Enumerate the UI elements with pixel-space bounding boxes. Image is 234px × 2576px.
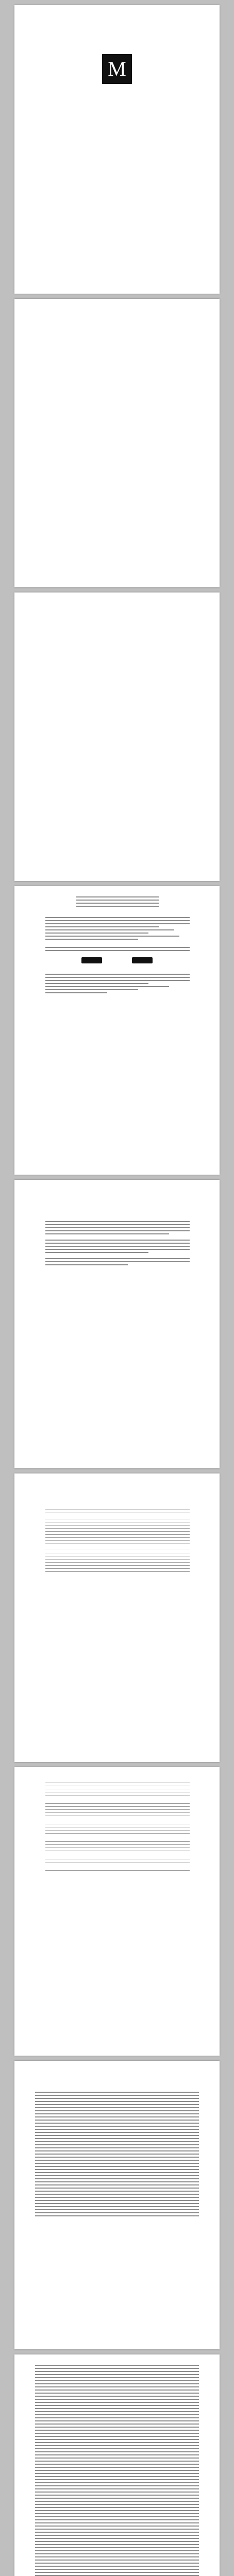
toc-entry[interactable] bbox=[45, 1830, 190, 1831]
text-line bbox=[35, 2191, 199, 2192]
text-line bbox=[35, 2427, 199, 2428]
toc-entry[interactable] bbox=[45, 1534, 190, 1535]
text-line bbox=[45, 1230, 190, 1231]
text-line bbox=[35, 2569, 199, 2570]
toc-entry[interactable] bbox=[45, 1809, 190, 1810]
text-line bbox=[35, 2200, 199, 2201]
text-line bbox=[35, 2510, 199, 2511]
credits-line bbox=[45, 974, 190, 975]
text-line bbox=[35, 2448, 199, 2449]
text-line bbox=[45, 1261, 190, 1262]
text-line bbox=[35, 2169, 199, 2170]
text-line bbox=[35, 2386, 199, 2387]
text-line bbox=[35, 2467, 199, 2468]
text-line bbox=[35, 2389, 199, 2391]
text-line bbox=[35, 2184, 199, 2185]
text-line bbox=[35, 2488, 199, 2489]
google-play-badge-icon[interactable] bbox=[81, 957, 102, 963]
text-line bbox=[35, 2485, 199, 2486]
credits-page bbox=[14, 886, 220, 1175]
text-line bbox=[45, 1240, 190, 1241]
text-line bbox=[35, 2157, 199, 2158]
credits-line bbox=[45, 936, 179, 937]
text-line bbox=[35, 2408, 199, 2409]
text-line bbox=[45, 1258, 190, 1259]
text-line bbox=[35, 2402, 199, 2403]
text-line bbox=[35, 2116, 199, 2117]
credits-line bbox=[76, 896, 159, 897]
text-line bbox=[35, 2178, 199, 2179]
text-line bbox=[35, 2451, 199, 2452]
credits-line bbox=[45, 926, 159, 927]
text-line bbox=[35, 2132, 199, 2133]
text-line bbox=[35, 2160, 199, 2161]
text-line bbox=[35, 2368, 199, 2369]
text-line bbox=[35, 2365, 199, 2366]
text-line bbox=[45, 1233, 169, 1234]
text-line bbox=[35, 2141, 199, 2142]
text-line bbox=[35, 2215, 199, 2216]
text-line bbox=[35, 2166, 199, 2167]
publisher-logo-icon: M bbox=[102, 54, 132, 84]
text-line bbox=[35, 2532, 199, 2533]
text-line bbox=[35, 2420, 199, 2421]
text-line bbox=[35, 2547, 199, 2548]
text-line bbox=[35, 2147, 199, 2148]
text-line bbox=[35, 2430, 199, 2431]
text-line bbox=[35, 2470, 199, 2471]
credits-line bbox=[45, 983, 148, 984]
credits-line bbox=[45, 923, 190, 924]
toc-entry[interactable] bbox=[45, 1833, 190, 1834]
text-line bbox=[35, 2473, 199, 2474]
credits-line bbox=[76, 906, 159, 907]
text-line bbox=[35, 2098, 199, 2099]
toc-entry[interactable] bbox=[45, 1540, 190, 1541]
toc-entry[interactable] bbox=[45, 1537, 190, 1538]
app-store-badge-icon[interactable] bbox=[132, 957, 153, 963]
toc-entry[interactable] bbox=[45, 1803, 190, 1804]
text-line bbox=[35, 2411, 199, 2412]
text-line bbox=[35, 2454, 199, 2455]
toc-entry[interactable] bbox=[45, 1841, 190, 1842]
text-line bbox=[45, 1249, 190, 1250]
text-line bbox=[35, 2144, 199, 2145]
toc-entry[interactable] bbox=[45, 1870, 190, 1871]
credits-line bbox=[45, 980, 190, 981]
text-line bbox=[35, 2436, 199, 2437]
text-line bbox=[35, 2414, 199, 2415]
text-line bbox=[35, 2393, 199, 2394]
text-line bbox=[35, 2150, 199, 2151]
text-line bbox=[35, 2522, 199, 2523]
text-line bbox=[35, 2492, 199, 2493]
text-line bbox=[35, 2126, 199, 2127]
text-line bbox=[45, 1264, 128, 1265]
credits-line bbox=[45, 950, 190, 951]
text-line bbox=[35, 2501, 199, 2502]
text-line bbox=[35, 2553, 199, 2554]
text-line bbox=[35, 2504, 199, 2505]
text-line bbox=[35, 2371, 199, 2372]
text-line bbox=[35, 2424, 199, 2425]
text-line bbox=[35, 2110, 199, 2111]
toc-page-1 bbox=[14, 1473, 220, 1762]
text-line bbox=[35, 2458, 199, 2459]
credits-line bbox=[45, 920, 190, 921]
credits-line bbox=[45, 929, 174, 930]
text-line bbox=[35, 2377, 199, 2378]
toc-entry[interactable] bbox=[45, 1531, 190, 1532]
credits-line bbox=[45, 977, 190, 978]
toc-page-2 bbox=[14, 1767, 220, 2056]
text-line bbox=[35, 2405, 199, 2406]
toc-entry[interactable] bbox=[45, 1571, 190, 1572]
text-line bbox=[35, 2113, 199, 2114]
text-line bbox=[35, 2535, 199, 2536]
text-line bbox=[35, 2203, 199, 2204]
text-line bbox=[45, 1243, 190, 1244]
text-line bbox=[35, 2123, 199, 2124]
text-line bbox=[35, 2445, 199, 2446]
text-line bbox=[35, 2194, 199, 2195]
text-line bbox=[35, 2513, 199, 2514]
text-line bbox=[35, 2439, 199, 2440]
text-line bbox=[45, 1252, 148, 1253]
toc-entry[interactable] bbox=[45, 1562, 190, 1563]
half-title-page bbox=[14, 299, 220, 587]
toc-entry[interactable] bbox=[45, 1559, 190, 1560]
text-line bbox=[35, 2572, 199, 2573]
text-line bbox=[35, 2516, 199, 2517]
text-line bbox=[35, 2495, 199, 2496]
preface-page-2 bbox=[14, 2354, 220, 2576]
text-line bbox=[35, 2519, 199, 2520]
acknowledgements-page bbox=[14, 1180, 220, 1468]
title-page bbox=[14, 592, 220, 881]
text-line bbox=[35, 2476, 199, 2477]
text-line bbox=[35, 2374, 199, 2375]
text-line bbox=[35, 2538, 199, 2539]
text-line bbox=[35, 2556, 199, 2557]
text-line bbox=[35, 2120, 199, 2121]
text-line bbox=[35, 2507, 199, 2508]
text-line bbox=[35, 2529, 199, 2530]
text-line bbox=[35, 2135, 199, 2136]
credits-line bbox=[45, 989, 138, 990]
text-line bbox=[35, 2197, 199, 2198]
text-line bbox=[35, 2188, 199, 2189]
toc-entry[interactable] bbox=[45, 1812, 190, 1813]
text-line bbox=[35, 2107, 199, 2108]
text-line bbox=[35, 2526, 199, 2527]
toc-entry[interactable] bbox=[45, 1565, 190, 1566]
text-line bbox=[35, 2399, 199, 2400]
text-line bbox=[35, 2209, 199, 2210]
text-line bbox=[35, 2380, 199, 2381]
toc-entry[interactable] bbox=[45, 1568, 190, 1569]
credits-line bbox=[45, 947, 190, 948]
cover-page bbox=[14, 5, 220, 294]
text-line bbox=[35, 2092, 199, 2093]
credits-line bbox=[45, 939, 138, 940]
text-line bbox=[35, 2550, 199, 2551]
text-line bbox=[35, 2563, 199, 2564]
toc-entry[interactable] bbox=[45, 1844, 190, 1845]
text-line bbox=[35, 2541, 199, 2542]
text-line bbox=[35, 2172, 199, 2173]
text-line bbox=[35, 2566, 199, 2567]
credits-line bbox=[45, 933, 148, 934]
credits-line bbox=[76, 903, 159, 904]
preface-page-1 bbox=[14, 2061, 220, 2349]
text-line bbox=[35, 2212, 199, 2213]
text-line bbox=[35, 2482, 199, 2483]
text-line bbox=[35, 2206, 199, 2207]
text-line bbox=[35, 2138, 199, 2139]
text-line bbox=[35, 2442, 199, 2443]
text-line bbox=[35, 2433, 199, 2434]
text-line bbox=[35, 2560, 199, 2561]
text-line bbox=[35, 2498, 199, 2499]
toc-entry[interactable] bbox=[45, 1525, 190, 1526]
toc-entry[interactable] bbox=[45, 1528, 190, 1529]
text-line bbox=[35, 2163, 199, 2164]
text-line bbox=[35, 2479, 199, 2480]
text-line bbox=[35, 2417, 199, 2418]
text-line bbox=[35, 2129, 199, 2130]
text-line bbox=[45, 1221, 190, 1222]
text-line bbox=[35, 2181, 199, 2182]
text-line bbox=[35, 2383, 199, 2384]
credits-line bbox=[45, 917, 190, 918]
text-line bbox=[35, 2101, 199, 2102]
text-line bbox=[45, 1224, 190, 1225]
text-line bbox=[35, 2095, 199, 2096]
text-line bbox=[35, 2396, 199, 2397]
text-line bbox=[35, 2154, 199, 2155]
text-line bbox=[45, 1227, 190, 1228]
text-line bbox=[35, 2544, 199, 2545]
credits-line bbox=[45, 992, 107, 993]
credits-line bbox=[45, 986, 169, 987]
text-line bbox=[35, 2175, 199, 2176]
text-line bbox=[35, 2104, 199, 2105]
text-line bbox=[35, 2461, 199, 2462]
text-line bbox=[45, 1246, 190, 1247]
toc-entry[interactable] bbox=[45, 1806, 190, 1807]
credits-line bbox=[76, 900, 159, 901]
text-line bbox=[35, 2464, 199, 2465]
